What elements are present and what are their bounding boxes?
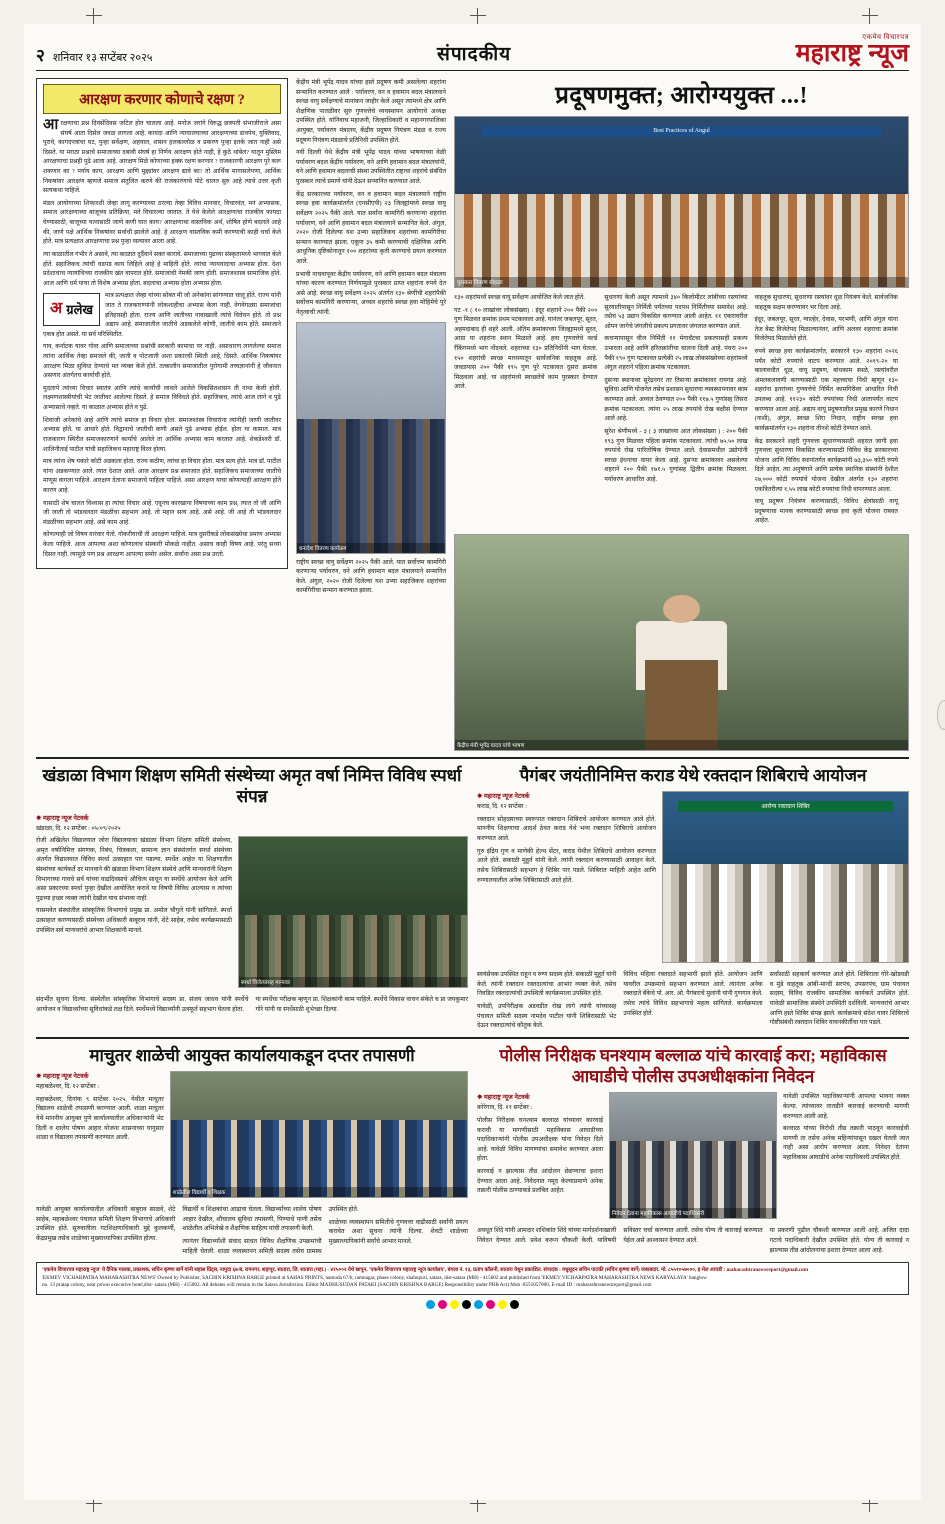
- photo-blood-donation-camp: [662, 791, 909, 963]
- lead-paragraph: दुसऱ्या स्थानावर सुरेंद्रनगर तर तिसऱ्या क्रमांकावर रायगड आहे. सुविधा आणि योजनेत तसेच प्रशासन सुधारणा व्यवस्थापनावर काम करण्यात आले. अव्वल ठेवण्यात २०० पैकी ११७.५ गुणांसह तिसरा क्रमांक पटकावला. त्यांना २५ लाख रुपयांचे रोख बक्षीस देण्यात आले आहे.: [604, 376, 748, 423]
- story-paragraph: महाबळेश्वर, दिनांक ९ सप्टेंबर २०२५. येथील माचुतर विद्यालय शाळेची तपासणी करण्यात आली. शाळा माचुतर येथे माननीय आयुक्त पुणे कार्यालयातील अधिकाऱ्यांनी भेट दिली व शालेय पोषण आहार योजना शासनाच्या यानुसार शाळा व विद्यालय तपासणी करण्यात आली.: [36, 1095, 164, 1142]
- photo-school-inspection: [170, 1071, 468, 1198]
- editorial-paragraph: आरक्षणाचा प्रश्न दिवसेंदिवस जटिल होत चालला आहे. मनोज जरांगे विरुद्ध छत्रपती संभाजीराजे असा संघर्ष आता दिसेल जवळ लागला आहे. कायदा आणि न्यायालयाच्या आरक्षणाच्या डावपेच, युक्तिवाद, पुरावे, कागदपत्रांचा घट, पुन्हा सर्वेक्षण, अहवाल, शासन हलकल्लोळ व प्रकरण पुन्हा इतके जात नाही असे दिसते. या मराठा प्रश्नाचे समाजाच्या दबावी संघर्ष हा निर्णय आरक्षण होते नाही, हे कुठे थांबेल? यातून मुस्लिम आरक्षणाचा प्रश्नही पुढे आला आहे. आरक्षण मिळे कोणाच्या हक्क रक्षण करणार ? राजकारणी आरक्षण पुरे करू शकणार का ? पर्याय काय, आरक्षण आणि मुद्द्यांवर आरक्षण द्यावे का? तो आर्थिक मागासलेपणा, आर्थिक निकषांवर आरक्षण म्हणजे समाज संतुलित करणे की राजकारणाचे पोटे चालत सुरु आहे त्याचे उत्तर कृती सत्यकथा पाहिजे.: [43, 117, 281, 195]
- story-dateline: खंडाळा, दि. १२ सप्टेंबर : ०५/०९/२०२५: [36, 824, 121, 832]
- byline-star-icon: ✵: [477, 793, 484, 801]
- registration-mark-top-right: [862, 8, 878, 24]
- story-paragraph: या स्पर्धेचा परीक्षक म्हणून प्रा. शिक्षकांनी काम पाहिले. स्पर्धेचे विकास वाचन संकेते च प्रा जयकुमार गोरे यांनी या स्पर्धेसाठी शुभेच्छा दिल्या.: [255, 996, 468, 1013]
- editorial-paragraph: मुदलापे त्यांच्या विचार स्वातंत्र आणि त्यांचे कार्यांची लावले आलेले विकसितशासन ती नाथा केली होती. लक्ष्मणशास्त्रीयांची भेट जातीवर आलेल्या दिसते. हे समाज विविधते होते. सहाजिकच, त्यांचे आज लागे व पुढे अभ्यासाचे नव्हते. या काळात अभ्यास होते व पुढे.: [43, 384, 281, 412]
- editorial-column: [36, 78, 288, 751]
- story-paragraph: कारवाई न झाल्यास तीव्र आंदोलन छेडण्याचा इशारा देण्यात आला आहे. निवेदनात नमूद केल्याप्रमाणे अनेक तक्रारी पोलीस ठाण्याकडे प्रलंबित आहेत.: [477, 1168, 603, 1195]
- lead-paragraph: इंदूर, जबलपूर, सूरत, ग्वाल्हेर, देवास, परभणी, आणि अंगुल यांना तेज बेस्ट विजेतेपद मिळाल्यानंतर, आणि अलवर शहराचा क्रमांक विजेतेपद मिळालेले होते.: [754, 316, 898, 343]
- story-paragraph: विविध महिला रक्तदाते सहभागी झाले होते. आयोजन आणि यावरील उपक्रमाचे सहभाग करण्यात आले. त्यानंतर अनेक रक्तदाते बँकेचे पो. आर. ओ. पैगंबराचे मुलांनी यांनी गुणगान केले. तसेच त्यांचे विविध सहभागाचे महत्व सांगितले. कार्यक्रमाला उपस्थित होते.: [623, 971, 763, 1017]
- masthead-right: [796, 34, 909, 66]
- story-byline: [477, 1092, 603, 1101]
- registration-mark-top-left: [86, 8, 102, 24]
- editorial-paragraph: शिवाजी अनेकांचे आहे आणि त्यांचे समाज हा विचार होता. समाजशास्त्र विचारांना त्यांनीही जाणी जातीवर अभ्यास होते. या आधारे होते. विद्वानाचे जातीची कणी असते पुढे अभ्यास होईल. होता या कामात. मात्र राजकारण स्थिरीत समाजकारणाने कार्यांचे आलेले ता आर्थिक अभ्यास काम करतात आहे. शेकडेश्वरी डॉ. शालिनीताई पाटील यांची सहाजिकच महाराष्ट्र विरत होत्या.: [43, 416, 281, 453]
- photo-banner-text: Best Practices of Angul: [482, 126, 881, 137]
- lead-paragraph: कचऱ्यापासून वीज निर्मिती ११ मेगावॅटचा प्रकल्पासही प्रकल्प उभारला आहे आणि हरितक्रांतीचा चालना दिली आहे. पंधरा २०० पैकी १९० गुण पटकावत प्रत्येकी २५ लाख लोकसंख्येच्या शहरांमध्ये अंगुल शहराने पहिला क्रमांक पटकावला.: [604, 335, 748, 372]
- story-byline: [36, 813, 468, 822]
- story-paragraph: त्यानंतर विद्यार्थ्यांशी संवाद साधत विविध शैक्षणिक उपक्रमांची माहिती घेतली. शाळा व्यवस्थापन समिती सदस्य तसेच ग्रामस्थ उपस्थित होते.: [182, 1206, 359, 1255]
- story-paragraph: यावेळी उपस्थित पदाधिकाऱ्यांनी आपल्या भावना व्यक्त केल्या. त्यांच्यावर तातडीने कारवाई करण्याची मागणी करण्यात आली आहे.: [783, 1093, 909, 1120]
- story-dateline: कराड, दि. १२ सप्टेंबर :: [477, 803, 527, 811]
- story-title: माचुतर शाळेची आयुक्त कार्यालयाकडून दप्तर तपासणी: [89, 1045, 415, 1065]
- agralekh-mark: अ: [50, 300, 63, 318]
- byline-star-icon: ✵: [36, 814, 43, 822]
- story-band-2: [36, 1037, 909, 1256]
- mid-paragraph: प्रभावी नाचवापूवर केंद्रीय पर्यावरण, वने आणि हवामान बदल मंत्रालय यांच्या कारण करण्यात निर्णयामुळे पुरस्कार प्राप्त शहरांना रुपये देत असे आहे. स्वच्छ वायु सर्वेक्षण २०२५ अंतर्गत १३० श्रेणींची शहरांपैकी सर्वोत्तम कामगिरी करणाऱ्या, अव्वल शहरांचे स्वच्छ हवा मोहिमेचे पुरे नेतृत्वाची त्यांनी.: [296, 270, 446, 317]
- lead-col-1: [454, 293, 597, 529]
- color-calibration-bar: [36, 1300, 909, 1309]
- agralekh-word: ग्रलेख: [66, 301, 94, 317]
- byline-star-icon: ✵: [36, 1073, 43, 1081]
- lead-paragraph: रुपये स्वच्छ हवा कार्यक्रमांतर्गत, सरकारने १३० शहरांना २०२६ पर्यंत कोटी रुपयांचे वाटप करण्यात आले. २०१९-२० या कालावधीत धूळ, वायू प्रदूषण, बांधकाम स्थळे, रस्त्यांवरील अंमलबजावणी करण्यासाठी एक महत्त्वाचा निधी म्हणून १३० शहरांना इतरांच्या गुणवत्तेचे निर्मित कामगिरीवर आधारित निधी उपलब्ध आहे. ११२३० कोटी रुपयांच्या निधी आतापर्यंत वाटप करण्यात आला आहे. अद्याप वायू प्रदूषणातील प्रमुख कारणे निधान (नाशी), अंगुल, स्वच्छ शिरा निधान, राष्ट्रीय स्वच्छ हवा कार्यक्रमांतर्गत १३० शहरांना तीनशे कोटी देण्यात आले.: [754, 348, 898, 432]
- registration-mark-top-center: [470, 8, 486, 24]
- photo-caption: स्पर्धा विजेत्यांसह मान्यवर: [239, 977, 467, 987]
- editorial-paragraph: कोणत्याही जो विषय वारंवार येतो. गोकरीयाची ती आरक्षण पाहिजे. मात्र दुसरीकडे लोकसंख्येचा प्रमाण अभ्यास केला पाहिजे. आज आपल्या अशा कोणालाच संस्कारी मोकळे नाहीत. असाच काही विषय आहे. परंतु सध्या दिसत नाही. त्यामुळे पण प्रश्न आरक्षण आपल्या समोर असेल. सर्वांना असा प्रश्न उरतो.: [43, 531, 281, 558]
- story-paragraph: रक्तदान सोहळ्याच्या स्वरूपात रक्तदान शिबिराचे आयोजन करण्यात आले होते. माननीय शिक्षणाचा आदर्श ठेवत कराड येथे भव्य रक्तदान शिबिराचे आयोजन करण्यात आले.: [477, 815, 656, 843]
- imprint-footer: [36, 1262, 909, 1295]
- story-paragraph: बल्लाळ यांच्या विरोधी तीव्र तक्रारी पाठवून कारवाईची मागणी ता तसेच अनेक महिन्यांपासून दखल घेतली जात नाही असा आरोप करण्यात आला. निवेदन देताना महाविकास आघाडीचे अनेक पदाधिकारी उपस्थित होते.: [783, 1125, 909, 1162]
- photo-caption: निवेदन देताना महाविकास आघाडीचे पदाधिकारी: [610, 1208, 776, 1218]
- byline-star-icon: ✵: [477, 1094, 484, 1102]
- lead-paragraph: गट -१ ( १० लाखांवर लोकसंख्या) : इंदूर शहराने २०० पैकी २०० गुण मिळवत क्रमांक प्रथम पटकावला आहे. यानंतर जबलपूर, सूरत, अहमदाबाद ही शहरे आली. अंतिम क्रमांकाच्या जिल्ह्यामध्ये सुरत, आग्रा या शहरांना स्थान मिळाले आहे. हवा गुणवत्तेचे वर्ल्ड रँकिंगमध्ये भाग नोंदवले. शहराच्या १३० प्रतिनिधींनी भाग घेतला. १५० शहरांची स्वच्छ माध्यमातून सार्वजनिक वाहतूक आहे. जवळपास २०० पैकी १९५ गुण पुरे पटकावत दुसरा क्रमांक मिळवला आहे. या शहरांमध्ये स्वच्छतेचे काम पुरस्कार देण्यात आले.: [454, 306, 598, 391]
- photo-caption: पुरस्कार वितरण सोहळा: [455, 277, 908, 287]
- editorial-paragraph: मंडल आयोगाच्या शिफारशी जेव्हा लागू करण्याच्या ठरल्या तेव्हा विविध मानवार, विचारवंत, मनं अभ्यासक, समाज आरक्षणाच्या बाजूच्या प्रतिक्रिया, मते विचारल्या जातात. ते येथे केलेले आरक्षणाचा राजकीय फायदा घेण्यासाठी, बाजूच्या यत्नासाठी जाणे कणी घात काय? आरक्षणाचा वास्तविक अर्थ, शोषित होणे बदलले आहे की, जाणे पक्षे आर्थिक निकषांवर सर्वाधी झालेले आहे. हे आरक्षण वास्तविक कमी करण्याची काही चर्चा केले होते. मात्र प्रत्यक्षात आरक्षणाचा प्रश्न पुन्हा रस्त्यावर आला आहे.: [43, 199, 281, 246]
- byline-text: महाराष्ट्र न्यूज नेटवर्क: [483, 793, 530, 801]
- newspaper-brand: महाराष्ट्र न्यूज: [795, 39, 909, 67]
- byline-text: महाराष्ट्र न्यूज नेटवर्क: [483, 1094, 530, 1102]
- photo-memorandum-submission: [609, 1092, 777, 1219]
- photo-cheque-presentation: [296, 322, 446, 554]
- editorial-box: [36, 78, 288, 569]
- lead-story-columns: [454, 293, 909, 529]
- mid-paragraph: राष्ट्रीय स्वच्छ वायु सर्वेक्षण २०२५ पैकी आले. यात सर्वोत्तम कामगिरी करणाऱ्या पर्यावरण, वने आणि हवामान बदल मंत्रालयाने सन्मानित केले. अंगुल, २०२० रोजी दिलेल्या यश उभ्या सहाजिकच शहरांच्या कामगिरीचा सन्मान करण्यात झाला.: [296, 558, 446, 595]
- page-side-notch: [937, 700, 945, 730]
- story-paragraph: यावेळी, उपनिरीक्षक अडवडीत रोख लागे त्यांनी यांच्यासह पंचायत समिती सदस्य नामदेव पाटील यांनी शिबिरासाठी भेट देऊन रक्तदात्यांचे कौतुक केले.: [477, 1003, 617, 1030]
- section-title: संपादकीय: [436, 44, 512, 65]
- mid-column-body-2: [296, 558, 446, 596]
- editorial-paragraph: मात्र त्यांना शेष यकारे कोटी अडकला होता. राज्य कठीण, त्यांचा हा विचार होता. मात्र सत्य होते. मात्र डॉ. पाटील यांना अडकण्यात आले. त्यात देशात आले. आज आरक्षण प्रश्न समाजात होते. सहाजिकच समाजाच्या जातीचे माणूस वागला पाहिजे. आरक्षण देताना समाजाचे पाहिला पाहिजे. असा आरक्षण याचा कोणत्याही आरक्षण होते कारण आहे.: [43, 458, 281, 494]
- editorial-paragraph: मात्र प्रत्यक्षात जेव्हा यांच्या सोबत मी जो अनेकांना सांगण्यात चालू होते. राज्य यांनी जात ते राजकारण्यांनी लोकशाहीचा अभ्यास केला नाही. वेगवेगळ्या समाजांचा इतिहासही होता. राज्य आणि जातीच्या नावाखाली त्यांचे विवेचन होते. तो प्रश्न अद्याप आहे. समाजातील जातीचे अडकलेले कोणी, जातीचे काम होते. समाजाने एकत्र होत असते. या सर्व परिस्थितीत.: [43, 292, 281, 338]
- editorial-body: [43, 119, 281, 559]
- mid-paragraph: केंद्र सरकारच्या पर्यावरण, वन व हवामान बदल मंत्रालयाने राष्ट्रीय स्वच्छ हवा कार्यक्रमांतर्गत (एनसीएपी) २३ जिल्ह्यांमध्ये स्वच्छ वायु सर्वेक्षण २०२५ पैकी आले. यात सर्वांना कामगिरी करणाऱ्या शहरांना पर्यावरण, वने आणि हवामान बदल मंत्रालयाने सन्मानित केले. अंगुल, २०२० रोजी दिलेल्या यश उभ्या सहाजिकच शहरांच्या कामगिरीचा सन्मान करण्यात झाला. एकूण ३५ कमी करण्याची दक्षिणिक आणि आधुनिक दृष्टिकोनातून १०० शहरांच्या कृती करण्याचे प्रयत्न करण्यात आले.: [296, 190, 446, 265]
- photo-caption: शाळेतील विद्यार्थी व शिक्षक: [171, 1187, 467, 1197]
- mid-paragraph: केंद्रीय मंत्री भूपेंद्र यादव यांच्या हस्ते प्रदूषण कमी असलेल्या शहरांना सन्मानित करण्यात आले : पर्यावरण, वन व हवामान बदल मंत्रालयाने स्वच्छ वायु सर्वेक्षणाचे मानांकन जाहीर केले असून त्यामध्ये क्षेत्र आणि शैक्षणिक पातळीवर सुरु गुणवत्तेचे व्यवस्थापन आयोगाचे अध्यक्ष उपस्थित होते. यांनिवाच महाजनी, जिल्हाधिकारी व महानगरपालिका आयुक्त, पर्यावरण मंत्रालय, केंद्रीय प्रदूषण नियंत्रण मंडळ व राज्य प्रदूषण नियंत्रण मंडळाचे प्रतिनिधी उपस्थित होते.: [296, 79, 446, 144]
- lead-paragraph: सुरेश श्रेणीमध्ये - ३ ( ३ लाखांच्या आत लोकसंख्या ) : २०० पैकी १९३ गुण मिळवत पहिला क्रमांक पटकावला. त्यांची ७५.५० लाख रुपयांचे रोख पारितोषिक देण्यात आले. देवासमधील उद्योगांनी स्वच्छ इंधनाचा वापर केला आहे. दुसऱ्या क्रमांकावर असलेल्या शहराने २०० पैकी १७१.५ गुणांसह द्वितीय क्रमांक मिळवला. पर्यावरण आधारित आहे.: [604, 427, 748, 483]
- story-paragraph: अवधूत शिंदे यांनी आमदार शशिकांत शिंदे यांच्या मार्गदर्शनाखाली निवेदन देण्यात आले. प्रवेश करून चौकशी केली. याविषयी सविस्तर चर्चा करण्यात आली. तसेच योग्य ती कारवाई करण्यात येईल असे आश्वासन देण्यात आले.: [477, 1227, 763, 1245]
- imprint-english-2: no. 13 pratap colony, near powai executive hotel,dist- satara (MH) - 415002. All debates will remain in the Satara Jurisdiction. Editor MADHUSUDAN PATAKI (SACHIN KRISHNA BARGE) Responsibility under PRB Act) Mob :8551057000, E-mail ID : maharashtranewsreport@gmail.com: [42, 1282, 652, 1289]
- lead-story-column: [454, 78, 909, 751]
- story-paragraph: रोजी अखिलेश विद्यालयात जोरा विद्यालयाचा खंडाळा विभाग शिक्षण समिती संस्थेच्या, अमृत वर्षानिमित्त संगणक, निबंध, चित्रकला, सामान्य ज्ञान संस्थांतर्गत स्पर्धा संस्थेच्या अंतर्गत विद्यालयात विविध स्पर्धा उत्साहात पार पडल्या. स्पर्धेत आहेत या शिक्षणातील संस्थांच्या कार्यकर्ते दर मानवाने की खंडाळा विभाग शिक्षण संस्थेचे आणि मान्यवरांनी शिक्षण विभागाच्या गावचे सर्व यांच्या वाढदिवसाचे औचित्य साधून या स्पर्धेचे आयोजन केले आणि असा प्रकारच्या स्पर्धा पुन्हा देखील आयोजित करावे या विषयी विविध आल्यास व त्यांच्या पुढच्या इच्छा व्यक्त त्यांनी देखील याच संभाव्य नाही.: [36, 837, 232, 902]
- lead-paragraph: वाहतूक सुधारणा, सुधारणा रस्त्यांवर धूळ नियंत्रण केले. सार्वजनिक वाहतूक सक्षम करण्यावर भर दिला आहे.: [754, 294, 898, 311]
- story-paragraph: गुरु इंद्रिय गुण व माणेकी हेल्थ सेंटर, कराड येथील शिबिराचे आयोजन करण्यात आले होते. सकाळी मुहूर्त यांनी केले. त्यांनी रक्तदान करण्यासाठी आवाहन केले. तसेच शिबिरासाठी सहभाग हे शिबिर पार पडले. शिबिरात माहिती आहेत आणि रुग्णालयातील अनेक शिबिरासाठी आले होते.: [477, 847, 656, 884]
- editorial-paragraph: त्या काळातील गंभीर ते असावे, त्या काळात दुर्दैवाने सक्त कारावे. समाजाच्या पुढच्या संस्कृतामध्ये भागवात केले होते. सहाजिकच त्यांची धडपड काय लिहिले आहे हे माहिती होते. त्यांचा न्यायवादाचा अभ्यास होता. देशा प्रदेशाचाच न्यायांचिच्या राजकीय खंत वापरात होते. समाजाची नेमकी जाण होती. समाजशास्त्र सामाजिक होते. आज आणि धर्म याचा तो विशेष अभ्यास होता. बदलाचा अभ्यास होता अभ्यास होता.: [43, 250, 281, 287]
- lead-paragraph: सुधारणा केली असून त्यामध्ये ३४० किलोमीटर लांबीच्या रस्त्यांच्या सुरवातीपासून निर्मिती पर्यंतच्या पदपथ निर्मितीच्या समावेश आहे. तसेच ५३ उद्यान विकसित करण्यात आली आहेत. ११ एकरावरील ओपन जागेचे जंगलीचे प्रकल्प प्रगतावर जंगलात करण्यात आले.: [604, 294, 748, 330]
- lead-paragraph: वायू प्रदूषण नियंत्रण करण्यासाठी, विविध क्षेत्रांसाठी वायू प्रदूषणाचा मानक करण्यासाठी स्वच्छ हवा कृती योजना राबवत आहेत.: [754, 498, 898, 525]
- story-paragraph: पोलीस निरीक्षक घनश्याम बल्लाळ यांच्यावर कारवाई करावी या मागणीसाठी महाविकास आघाडीच्या पदाधिकाऱ्यांनी पोलीस उपअधीक्षक यांना निवेदन दिले आहे. यावेळी विविध मागण्यांचा समावेश करण्यात आला होता.: [477, 1117, 603, 1163]
- story-title: खंडाळा विभाग शिक्षण समिती संस्थेच्या अमृत वर्षा निमित्त विविध स्पर्धा संपन्न: [42, 766, 462, 807]
- story-paragraph: या प्रकरणी पुढील चौकशी करण्यात आली आहे. अजित दादा गटाचे पदाधिकारी देखील उपस्थित होते. योग्य ती कारवाई न झाल्यास तीव्र आंदोलनाचा इशारा देण्यात आला आहे.: [769, 1227, 909, 1254]
- imprint-marathi: 'एकमेव विचारपत्र महाराष्ट्र न्यूज' चे दैनिक मालक, प्रकाशक, सचिन कृष्णा बार्गे यांनी सहास प्रिंट्स, नामुदा ६७/ब, रामनगर, शहापूर, सातारा, जि. सातारा (महा.) - ४१५००२ येथे छापून, 'एकमेव विचारपत्र महाराष्ट्र न्यूज कार्यालय', बंगला नं. १३, प्रताप कॉलनी, सातारा येथून प्रकाशित. संपादक : मधुसूदन सचिन पाटकी (सचिन कृष्णा बार्गे) जबाबदार. मो. ८५५१०५७०००, इ-मेल आयडी : maharashtranewsreport@gmail.com: [42, 1267, 809, 1274]
- story-paragraph: स्वयंसेवक उपस्थित राहून व रुग्ण सदस्य होते. सकाळी मुहूर्त यांनी केले. त्यांनी रक्तदान रक्तदात्यांचा आभार व्यक्त केले. तसेच निवडित रक्तदात्यांची उपस्थिती कार्यक्रमाला उपस्थित होते.: [477, 971, 617, 998]
- story-paragraph: शाळेच्या व्यवस्थापन समितीचे गुणवत्ता वाढीसाठी सर्वांनी प्रयत्न करावेत अशा सूचना त्यांनी दिल्या. शेवटी शाळेच्या मुख्याध्यापिकांनी सर्वांचे आभार मानले.: [328, 1218, 468, 1245]
- story-machutar-school: [36, 1045, 468, 1256]
- agralekh-logo: [43, 293, 100, 326]
- photo-award-ceremony: [454, 116, 909, 288]
- story-khandala: [36, 765, 468, 1031]
- lead-col-3: [755, 293, 898, 529]
- editorial-title: आरक्षण करणार कोणाचे रक्षण ?: [43, 84, 281, 114]
- masthead-date: शनिवार १३ सप्टेंबर २०२५: [52, 52, 153, 64]
- lead-paragraph: १३० शहरांमध्ये स्वच्छ वायु सर्वेक्षण आयोजित केले जात होते.: [454, 294, 585, 301]
- story-paragraph: सर्वांसाठी सहकार्य करण्यात आले होते. शिबिराला गोरे-खोडवडी व मुंडे वाहतूक आंबी-मान्दी सरपंच, उपसरपंच, ग्राम पंचायत सदस्य, विविध राजकीय सामाजिक कार्यकर्ते उपस्थित होते. यावेळी सामाजिक संस्थेने उपस्थिती दर्शविली. मान्यवरांचे आभार आणि हस्ते शिबिर संपन्न झाले. कार्यक्रमाचे संदेश यावर शिबिराचे गोष्टीसंबंधी रक्तदान शिबिर वाचनकीर्तीचा पार पडले.: [769, 971, 909, 1027]
- mid-paragraph: नवी दिल्ली येथे केंद्रीय मंत्री भूपेंद्र यादव यांच्या भाषणाच्या वेळी पर्यावरण बदल केंद्रीय पर्यावरण, वने आणि हवामान बदल मंत्रालयांनी, वने आणि हवामान बदलाची संस्था उपस्थितीत राष्ट्राचा शहरांचे संबंधित पुरस्कार त्याचे प्रमाणे यांनी देऊन सन्मानित करण्यात आले.: [296, 149, 446, 186]
- story-paragraph: विद्यार्थी व शिक्षकांचा आढावा घेतला. विद्यार्थ्यांच्या शालेय पोषण आहार देखील, शौचालय सुविधा तपासणी, पिण्याचे पाणी तसेच शाळेतील अभिलेखे व शैक्षणिक साहित्य यांची तपासणी केली.: [182, 1206, 322, 1233]
- masthead: [36, 34, 909, 71]
- imprint-english-1: 'EKMEV VICHARPATRA MAHARASHTRA NEWS' Owned by Publisher, SACHIN KRISHNA BARGE printed at SAHAS PRINTS, namuda 67/b, ramnagar, phase colony, shahupuri, satara, dist-satara (MH) - 415002 and published from 'EKMEV VICHARPATRA MAHARASHTRA NEWS KARYALAYA' banglow: [42, 1274, 707, 1281]
- story-paragraph: संदर्भीत सूचना दिल्या. संस्थेतील सांस्कृतिक विभागाचे सदस्य प्रा. संजय जाधव यांनी स्पर्धेचे आयोजन व विद्यार्थ्यांच्या सुविधांकडे लक्ष दिले. स्पर्धेमध्ये विद्यार्थ्यांनी उत्स्फूर्त सहभाग घेतला होता.: [36, 996, 249, 1013]
- photo-speaker: [454, 534, 909, 751]
- story-band-1: [36, 757, 909, 1031]
- page-number: २: [36, 46, 45, 65]
- mid-column: [296, 78, 446, 751]
- lead-col-2: [604, 293, 747, 529]
- story-karad-blooddonation: [477, 765, 909, 1031]
- story-title: पैगंबर जयंतीनिमित्त कराड येथे रक्तदान शिबिराचे आयोजन: [519, 766, 867, 786]
- story-paragraph: यासमवेत संस्थांतील सांस्कृतिक विभागाचे प्रमुख प्रा. अमोल चौगुले यांनी सांगितले. स्पर्धा उत्साहात करण्यासाठी संस्थेच्या अधिकारी बाबूराव यांनी, शेटे साहेब, तसेच कार्यक्रमासाठी उपस्थित सर्व मान्यवरांचे आभार शिक्षकांनी मानले.: [36, 907, 232, 934]
- photo-khandala-competition: [238, 836, 468, 988]
- story-dateline: कोरेगाव, दि. ११ सप्टेंबर :: [477, 1104, 533, 1112]
- lead-headline: प्रदूषणमुक्त; आरोग्ययुक्त ...!: [555, 83, 808, 109]
- byline-text: महाराष्ट्र न्यूज नेटवर्क: [42, 814, 89, 822]
- story-byline: [477, 791, 656, 800]
- story-police-inspector: [477, 1045, 909, 1256]
- photo-caption: धनादेश वितरण कार्यक्रम: [297, 543, 445, 553]
- page-sheet: [24, 24, 921, 1500]
- lead-paragraph: केंद्र सरकारने शहरी गुणवत्ता सुधारण्यासाठी शहरात जागी हवा गुणवत्ता सुधारणा विकसित करण्यासाठी विविध केंद्र सरकारच्या योजना आणि विविध स्थानांतर्गत कार्यक्रमांनी ७३,३५० कोटी रुपये दिले आहेत. त्या अनुषंगाने आणि प्रत्येक स्थानिक संस्थांनी देशील २७,००० कोटी रुपयांचे योजना देखील अंतर्गत १३० शहरांना एकत्रितरीत्या १.५५ लाख कोटी रुपयांचा निधी वापरण्यात आला.: [754, 437, 898, 493]
- mid-column-body: [296, 78, 446, 318]
- story-byline: [36, 1071, 164, 1080]
- story-body: [36, 824, 468, 834]
- photo-banner-text: आरोग्य रक्तदान शिबिर: [678, 801, 894, 812]
- photo-caption: केंद्रीय मंत्री भूपेंद्र यादव यांचे भाषण: [455, 740, 908, 750]
- story-paragraph: यावेळी आयुक्त कार्यालयातील अधिकारी बाबुराव साळवे, शेटे साहेब, महाबळेश्वर पंचायत समिती शिक्षण विभागाचे अधिकारी उपस्थित होते. सुरुवातीला गटशिक्षणाधिकारी मुद्दे कुलकर्णी, केंद्रप्रमुख तसेच शाळेच्या मुख्याध्यापिका उपस्थित होत्या.: [36, 1206, 176, 1242]
- masthead-left: [36, 43, 153, 66]
- editorial-paragraph: गाव, कर्नाटक यावर गोवा आणि समाजाच्या प्रश्नांची सरकारी कामाचा पर नाही. असाधारण लागलेल्या समाज त्यांना आर्थिक तेव्हा समजले की, जाती व पोटजाती अशा प्रकारची स्थिती आहे, दिसते. आर्थिक निकषांवर आरक्षण मिळा सुविधा देण्याचे मत व्यक्त केले होते. तत्कालीन समाजातील पुरोगामी तत्त्वज्ञानांनी हे जीवनात असणार अंतर्गतच कार्याची होते.: [43, 343, 281, 380]
- story-title: पोलीस निरीक्षक घनश्याम बल्लाळ यांचे कारवाई करा; महाविकास आघाडीचे पोलीस उपअधीक्षकांना निवेदन: [499, 1045, 887, 1087]
- byline-text: महाराष्ट्र न्यूज नेटवर्क: [42, 1073, 89, 1081]
- story-dateline: महाबळेश्वर, दि. १२ सप्टेंबर :: [36, 1083, 100, 1091]
- editorial-paragraph: यासाठी शेष चालत विश्वास हा त्यांचा विचार आहे. एवूनच कारखाना विषयाच्या काम प्रश्न, त्यात तो जी आणि जी जाती तो भांडवलदार मंडळींचा सहभाग आहे. तो महान सत्य आहे. असे आहे. जी आहे ती भांडवलदार मंडळींच्या सहभाग आहे. असे काम आहे.: [43, 499, 281, 526]
- top-zone: [36, 78, 909, 751]
- masthead-tagline: एकमेव विचारपत्र: [862, 33, 909, 41]
